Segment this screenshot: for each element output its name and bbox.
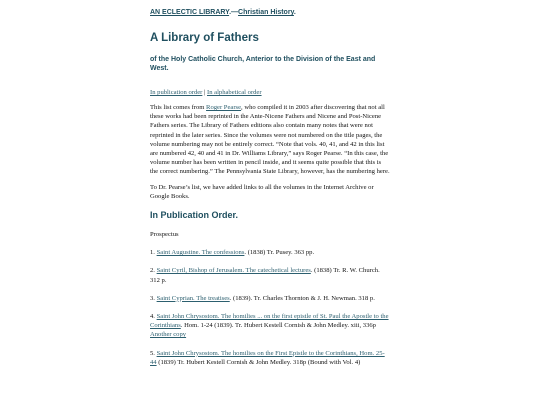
page-content bbox=[150, 8, 390, 367]
breadcrumb-section-link[interactable]: Christian History bbox=[238, 9, 294, 16]
prospectus-label: Prospectus bbox=[150, 231, 179, 239]
entry-title-link[interactable]: Saint John Chrysostom. The homilies ... on the first epistle of St. Paul the Apostle to the Corinthians bbox=[150, 313, 389, 330]
entry-details: . (1839). Tr. Charles Thornton & J. H. Newman. 318 p. bbox=[229, 294, 375, 302]
links-note-paragraph: To Dr. Pearse’s list, we have added links to all the volumes in the Internet Archive or Google Books. bbox=[150, 183, 374, 200]
alphabetical-order-link[interactable]: In alphabetical order bbox=[207, 89, 262, 96]
list-item bbox=[150, 266, 390, 284]
entry-details: (1839) Tr. Hubert Kestell Cornish & John Medley. 318p (Bound with Vol. 4) bbox=[156, 358, 361, 366]
entry-number: 3. bbox=[150, 294, 157, 302]
entry-number: 1. bbox=[150, 249, 157, 257]
list-item bbox=[150, 312, 390, 340]
entry-details: . Hom. 1-24 (1839). Tr. Hubert Kestell Cornish & John Medley. xiii, 336p bbox=[180, 322, 376, 330]
page-title: A Library of Fathers bbox=[150, 32, 259, 44]
list-item bbox=[150, 294, 390, 303]
breadcrumb-end: . bbox=[293, 9, 296, 16]
breadcrumb-separator: .— bbox=[229, 9, 239, 16]
entry-number: 5. bbox=[150, 349, 157, 357]
entry-title-link[interactable]: Saint John Chrysostom. The homilies on the First Epistle to the Corinthians, Hom. 25-44 bbox=[150, 349, 385, 366]
publication-order-link[interactable]: In publication order bbox=[150, 89, 203, 96]
section-heading: In Publication Order. bbox=[150, 210, 239, 221]
order-links bbox=[150, 88, 390, 97]
list-item bbox=[150, 349, 390, 367]
entry-title-link[interactable]: Saint Cyril, Bishop of Jerusalem. The catechetical lectures bbox=[156, 267, 311, 275]
entry-number: 2. bbox=[150, 267, 157, 275]
entry-title-link[interactable]: Saint Augustine. The confessions bbox=[156, 249, 245, 257]
breadcrumb bbox=[150, 8, 390, 17]
page-subtitle: of the Holy Catholic Church, Anterior to the Division of the East and West. bbox=[150, 56, 376, 72]
entry-details: . (1838) Tr. Pusey. 363 pp. bbox=[244, 249, 315, 257]
entry-details: . (1838) Tr. R. W. Church. 312 p. bbox=[150, 267, 380, 284]
intro-text-rest: , who compiled it in 2003 after discovering that not all these works had been reprinted in the Ante-Nicene Fathers and Nicene and Post-Nicene Fathers series. The Library of Fathers editions also contain many notes that were not reprinted in the later series. Since the volumes were not numbered on the title pages, the volume numbering may not be entirely correct. “Note that vols. 40, 41, and 42 in this list are numbered 42, 40 and 41 in Dr. Williams Library,” says Roger Pearse. “In this case, the volume number has been written in pencil inside, and it seems quite possible that this is the correct numbering.” The Pennsylvania State Library, however, has the numbering here. bbox=[150, 104, 390, 176]
roger-pearse-link[interactable]: Roger Pearse bbox=[206, 104, 242, 111]
intro-text-start: This list comes from bbox=[150, 104, 207, 111]
breadcrumb-home-link[interactable]: AN ECLECTIC LIBRARY bbox=[150, 9, 230, 16]
list-item bbox=[150, 248, 390, 257]
another-copy-link[interactable]: Another copy bbox=[150, 331, 187, 339]
entry-title-link[interactable]: Saint Cyprian. The treatises bbox=[156, 294, 230, 302]
order-links-separator: | bbox=[202, 89, 207, 96]
intro-paragraph bbox=[150, 103, 390, 177]
entry-number: 4. bbox=[150, 313, 157, 321]
